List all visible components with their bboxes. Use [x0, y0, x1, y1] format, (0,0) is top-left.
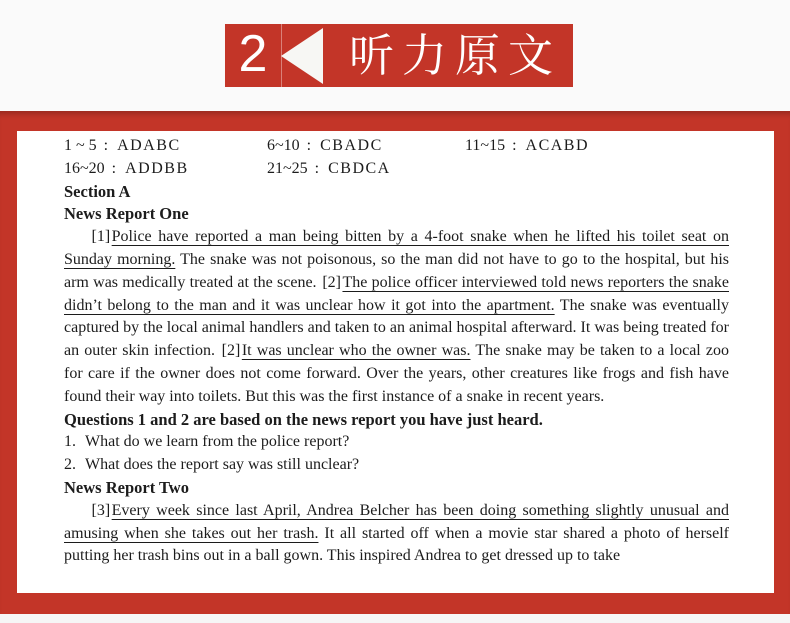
answer-row	[64, 135, 729, 158]
page-frame	[0, 111, 790, 614]
answer-separator: :	[314, 159, 320, 177]
banner-title: 听力原文	[348, 30, 562, 81]
body-text: The snake was not poisonous, so the man did not have to go to the hospital, but his arm was medically treated at the scene.	[64, 250, 730, 291]
body-text: The snake was eventually captured by the local animal handlers and taken to an animal hospital afterward. It was being treated for an outer skin infection.	[64, 296, 729, 360]
chapter-banner	[225, 24, 573, 87]
body-text: The snake may be taken to a local zoo for care if the owner does not come forward. Over the years, other creatures like frogs and fish have found their way into toilets. But this was the first instance of a snake in recent years.	[64, 342, 730, 405]
underlined-answer-text: The police officer interviewed told news reporters the snake didn’t belong to the man and it was unclear how it got into the apartment.	[64, 273, 729, 314]
answer-cell-6-10	[267, 135, 465, 158]
underlined-answer-text: Every week since last April, Andrea Belcher has been doing something slightly unusual and amusing when she takes out her trash.	[64, 501, 729, 542]
answer-separator: :	[306, 137, 312, 154]
question-item	[64, 454, 729, 477]
question-text: What does the report say was still unclear?	[85, 456, 360, 474]
cue-marker-2b: [2]	[221, 342, 241, 360]
news-report-two-paragraph	[64, 500, 729, 568]
header-area	[0, 0, 790, 111]
answer-range: 6~10	[267, 137, 300, 154]
answer-separator: :	[512, 137, 517, 154]
body-text: It all started off when a movie star shared a photo of herself putting her trash bins out in a ball gown. This inspired Andrea to get dressed up to take	[64, 524, 729, 565]
question-number: 2.	[64, 456, 76, 474]
cue-marker-2: [2]	[322, 273, 341, 291]
underlined-answer-text: It was unclear who the owner was.	[241, 342, 471, 360]
answer-row	[64, 158, 729, 181]
answer-cell-16-20	[64, 158, 267, 181]
answer-cell-1-5	[64, 135, 267, 158]
bottom-margin	[0, 614, 790, 623]
left-triangle-icon	[281, 28, 323, 84]
paper	[17, 131, 774, 593]
answer-range: 21~25	[267, 159, 308, 177]
answer-letters: ADDBB	[125, 159, 189, 177]
answer-letters: CBDCA	[328, 159, 391, 177]
question-number: 1.	[64, 433, 76, 451]
answer-range: 16~20	[64, 159, 105, 177]
answer-letters: ADABC	[117, 137, 181, 154]
answer-cell-empty	[465, 158, 729, 181]
answer-letters: ACABD	[525, 137, 590, 154]
question-text: What do we learn from the police report?	[85, 433, 350, 451]
answer-separator: :	[111, 159, 117, 177]
news-report-one-paragraph	[64, 226, 729, 408]
page-content	[17, 131, 774, 568]
answer-separator: :	[103, 137, 109, 154]
answer-cell-21-25	[267, 158, 465, 181]
answer-letters: CBADC	[320, 137, 383, 154]
question-item	[64, 431, 729, 454]
news-report-one-heading: News Report One	[64, 204, 189, 224]
questions-1-2-heading: Questions 1 and 2 are based on the news report you have just heard.	[64, 409, 543, 429]
answer-key	[64, 135, 729, 181]
news-report-two-heading: News Report Two	[64, 477, 189, 497]
underlined-answer-text: Police have reported a man being bitten by a 4-foot snake when he lifted his toilet seat on Sunday morning.	[64, 228, 729, 268]
cue-marker-1: [1]	[91, 228, 111, 246]
cue-marker-3: [3]	[91, 501, 111, 519]
chapter-number: 2	[225, 24, 282, 87]
answer-cell-11-15	[465, 135, 729, 158]
section-a-heading: Section A	[64, 181, 131, 201]
answer-range: 1 ~ 5	[64, 137, 97, 154]
answer-range: 11~15	[465, 137, 506, 154]
